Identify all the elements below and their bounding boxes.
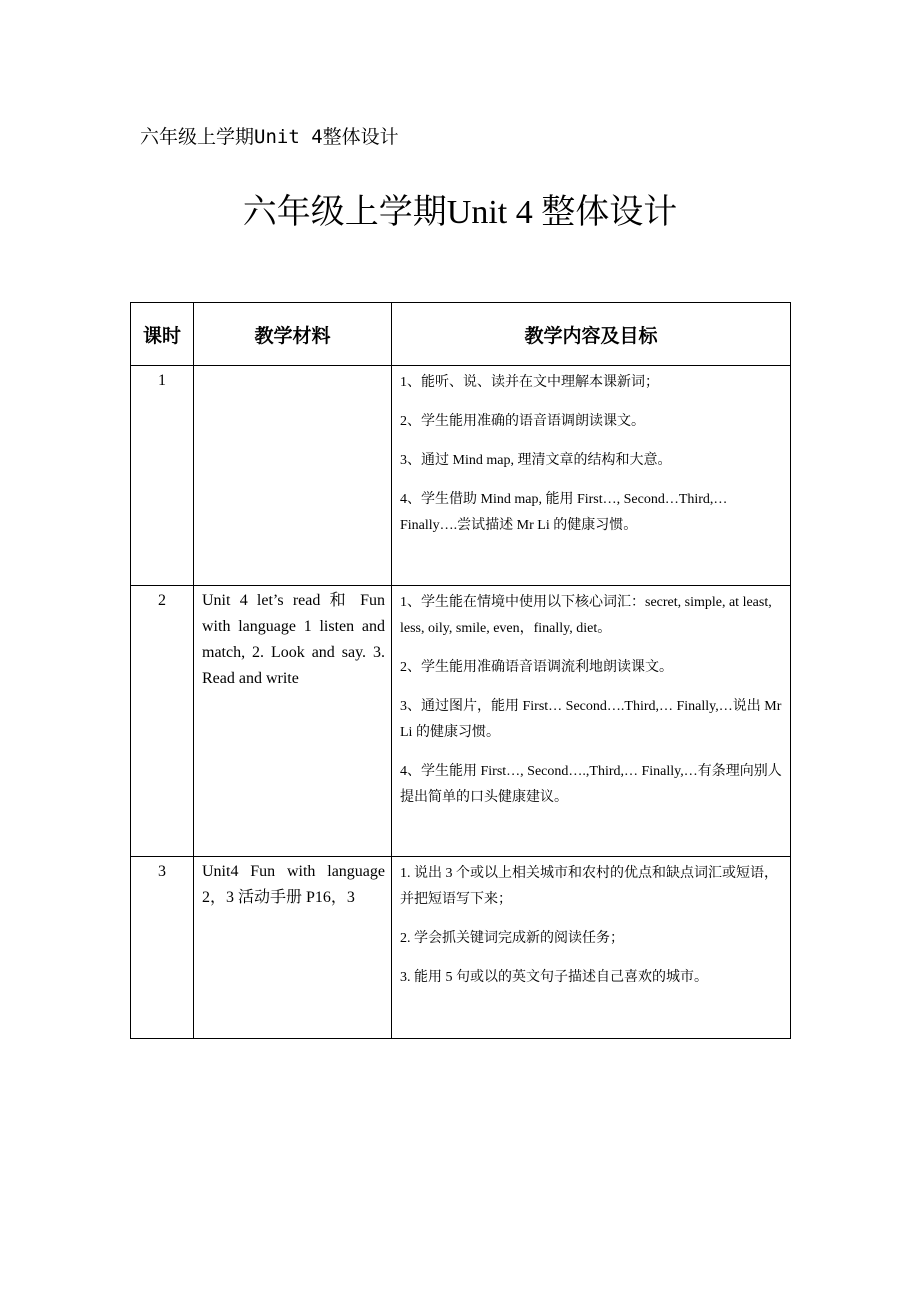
lesson-plan-table bbox=[130, 302, 791, 1039]
lesson-number: 3 bbox=[131, 857, 194, 1039]
header-material: 教学材料 bbox=[194, 303, 392, 366]
goal-item: 3. 能用 5 句或以的英文句子描述自己喜欢的城市。 bbox=[400, 970, 708, 985]
document-title: 六年级上学期Unit 4 整体设计 bbox=[242, 194, 678, 231]
goal-item: 4、学生能用 First…, Second….,Third,… Finally,…有条理向别人提出简单的口头健康建议。 bbox=[400, 764, 782, 805]
lesson-goals bbox=[392, 857, 791, 1039]
lesson-goals bbox=[392, 586, 791, 857]
goal-item: 3、通过 Mind map, 理清文章的结构和大意。 bbox=[400, 453, 672, 468]
lesson-number: 2 bbox=[131, 586, 194, 857]
table-row bbox=[131, 857, 791, 1039]
goal-item: 2. 学会抓关键词完成新的阅读任务； bbox=[400, 931, 624, 946]
lesson-material bbox=[194, 366, 392, 586]
lesson-material: Unit 4 let’s read 和 Fun with language 1 listen and match, 2. Look and say. 3. Read and write bbox=[194, 586, 392, 857]
header-goals: 教学内容及目标 bbox=[392, 303, 791, 366]
document-header-line: 六年级上学期Unit 4整体设计 bbox=[140, 126, 399, 148]
goal-item: 4、学生借助 Mind map, 能用 First…, Second…Third,…Finally….尝试描述 Mr Li 的健康习惯。 bbox=[400, 492, 728, 533]
goal-item: 2、学生能用准确语音语调流利地朗读课文。 bbox=[400, 660, 673, 675]
goal-item: 1. 说出 3 个或以上相关城市和农村的优点和缺点词汇或短语，并把短语写下来； bbox=[400, 866, 778, 907]
table-row bbox=[131, 366, 791, 586]
lesson-material: Unit4 Fun with language 2，3 活动手册 P16，3 bbox=[194, 857, 392, 1039]
table-row bbox=[131, 586, 791, 857]
goal-item: 3、通过图片，能用 First… Second….Third,… Finally,…说出 Mr Li 的健康习惯。 bbox=[400, 699, 782, 740]
goal-item: 1、学生能在情境中使用以下核心词汇：secret, simple, at least, less, oily, smile, even，finally, diet。 bbox=[400, 595, 772, 636]
goal-item: 1、能听、说、读并在文中理解本课新词； bbox=[400, 375, 659, 390]
goal-item: 2、学生能用准确的语音语调朗读课文。 bbox=[400, 414, 645, 429]
header-lesson: 课时 bbox=[131, 303, 194, 366]
table-header-row bbox=[131, 303, 791, 366]
lesson-number: 1 bbox=[131, 366, 194, 586]
lesson-goals bbox=[392, 366, 791, 586]
